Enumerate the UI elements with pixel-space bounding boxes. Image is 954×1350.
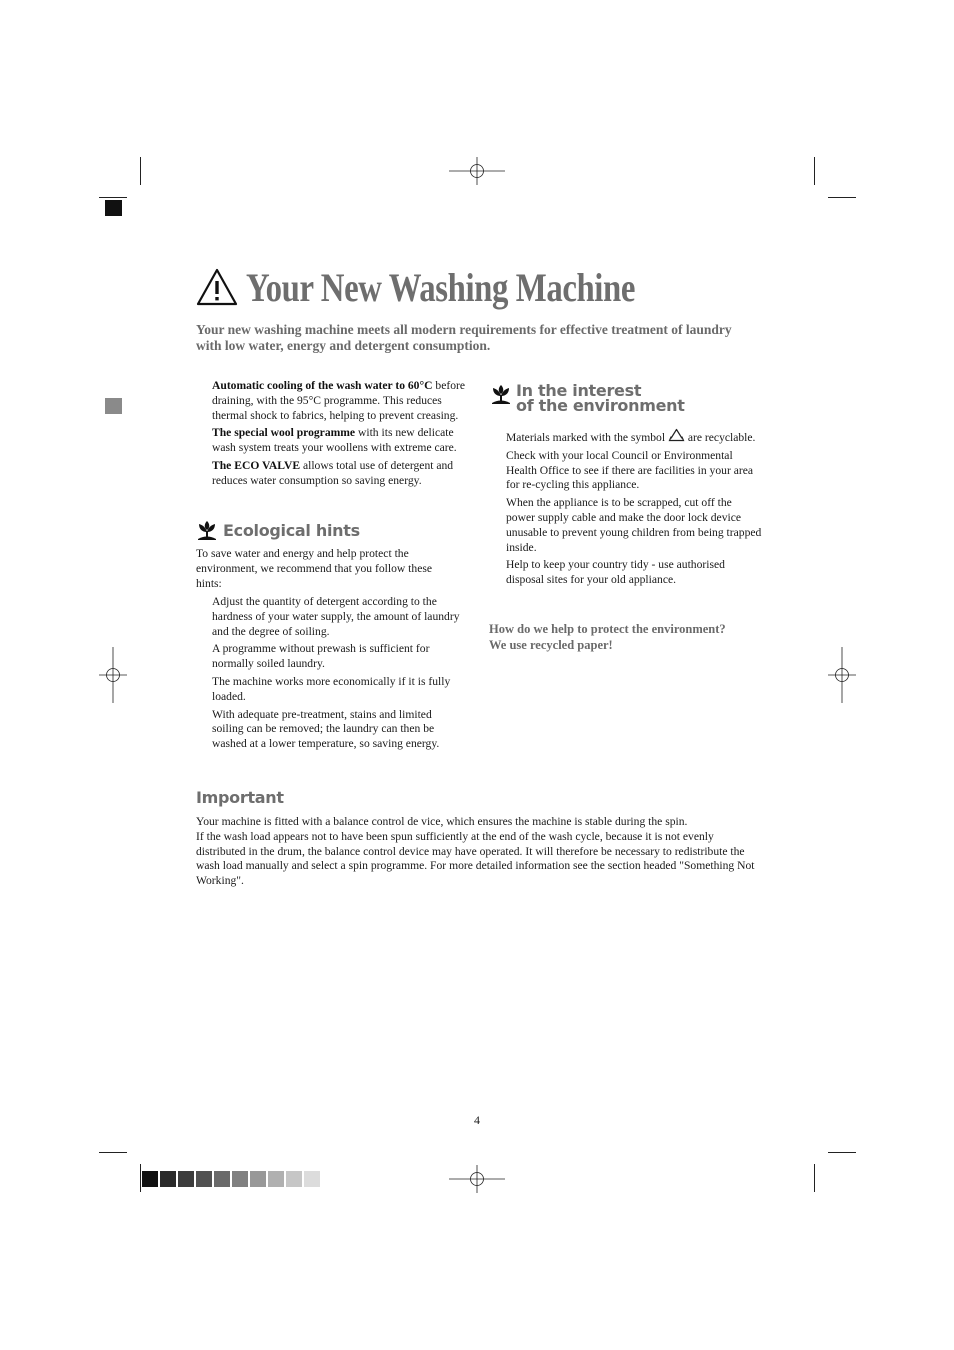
environment-list <box>506 428 762 591</box>
registration-mark-left <box>99 647 127 703</box>
ecological-hints-heading-block <box>196 519 360 541</box>
registration-mark-right <box>828 647 856 703</box>
color-swatch <box>250 1171 266 1187</box>
features-list <box>212 379 467 492</box>
recycle-icon <box>668 428 685 443</box>
environment-item: Check with your local Council or Environmental Health Office to see if there are facilities in your area for re-cycling this appliance. <box>506 448 753 492</box>
color-swatch <box>160 1171 176 1187</box>
feature-text: with its new delicate wash system treats your woollens with extreme care. <box>212 426 457 455</box>
crop-mark <box>99 197 127 198</box>
recycled-paper-note <box>489 622 779 653</box>
important-heading: Important <box>196 788 284 807</box>
intro-paragraph: Your new washing machine meets all modern requirements for effective treatment of laundry with low water, energy and detergent consumption. <box>196 322 732 353</box>
ecological-hints-heading: Ecological hints <box>223 520 360 540</box>
warning-triangle-icon <box>196 267 238 307</box>
page-title-block <box>196 262 796 312</box>
color-swatch <box>196 1171 212 1187</box>
feature-text: before draining, with the 95°C programme. This reduces thermal shock to fabrics, helping to prevent creasing. <box>212 379 466 422</box>
hint-item: With adequate pre-treatment, stains and limited soiling can be removed; the laundry can then be washed at a lower temperature, so saving energy. <box>212 707 440 751</box>
color-swatch <box>178 1171 194 1187</box>
answer-line: We use recycled paper! <box>489 637 613 652</box>
environment-item: When the appliance is to be scrapped, cut off the power supply cable and make the door lock device unusable to prevent young children from being trapped inside. <box>506 496 762 554</box>
crop-mark <box>828 1152 856 1153</box>
crop-mark <box>814 157 815 185</box>
registration-mark-top <box>449 157 505 185</box>
feature-text: allows total use of detergent and reduces water consumption so saving energy. <box>212 458 454 487</box>
ecological-hints-list <box>212 595 462 755</box>
color-swatch <box>268 1171 284 1187</box>
important-line: If the wash load appears not to have been spun sufficiently at the end of the wash cycle, because it is not evenly distributed in the drum, the balance control device may have operated. It will therefore be necessary to redistribute the wash load manually and select a spin programme. For more detailed information see the section headed "Something Not Working". <box>196 829 755 888</box>
crop-mark <box>814 1164 815 1192</box>
hint-item: Adjust the quantity of detergent according to the hardness of your water supply, the amount of laundry and the degree of soiling. <box>212 595 460 638</box>
feature-title: The ECO VALVE <box>212 458 301 472</box>
color-swatch <box>142 1171 158 1187</box>
recycle-item <box>506 428 762 446</box>
feature-item <box>212 459 467 489</box>
recycle-text-after: are recyclable. <box>687 431 756 444</box>
feature-title: The special wool programme <box>212 426 356 440</box>
page-number: 4 <box>474 1113 480 1127</box>
section-marker-black <box>105 200 122 216</box>
important-text <box>196 815 766 889</box>
environment-heading-line2: of the environment <box>516 396 685 415</box>
important-line: Your machine is fitted with a balance control de vice, which ensures the machine is stable during the spin. <box>196 815 688 828</box>
flower-icon <box>490 383 512 405</box>
feature-item <box>212 426 467 456</box>
hint-item: The machine works more economically if it is fully loaded. <box>212 674 451 703</box>
feature-item <box>212 379 467 423</box>
crop-mark <box>140 157 141 185</box>
environment-heading-line1: In the interest <box>516 381 642 400</box>
color-swatch <box>304 1171 320 1187</box>
crop-mark <box>140 1164 141 1192</box>
color-swatch <box>286 1171 302 1187</box>
section-marker-grey <box>105 398 122 414</box>
feature-title: Automatic cooling of the wash water to 60°C <box>212 379 433 392</box>
hint-item: A programme without prewash is sufficient for normally soiled laundry. <box>212 642 430 671</box>
crop-mark <box>99 1152 127 1153</box>
flower-icon <box>196 519 218 541</box>
question-line: How do we help to protect the environment? <box>489 622 726 636</box>
registration-mark-bottom <box>449 1165 505 1193</box>
crop-mark <box>828 197 856 198</box>
color-swatch <box>232 1171 248 1187</box>
ecological-intro: To save water and energy and help protect the environment, we recommend that you follow these hints: <box>196 547 432 590</box>
environment-heading-block <box>490 383 685 413</box>
page-title: Your New Washing Machine <box>246 264 635 310</box>
environment-item: Help to keep your country tidy - use authorised disposal sites for your old appliance. <box>506 558 725 587</box>
color-swatch <box>214 1171 230 1187</box>
recycle-text-before: Materials marked with the symbol <box>506 431 666 444</box>
